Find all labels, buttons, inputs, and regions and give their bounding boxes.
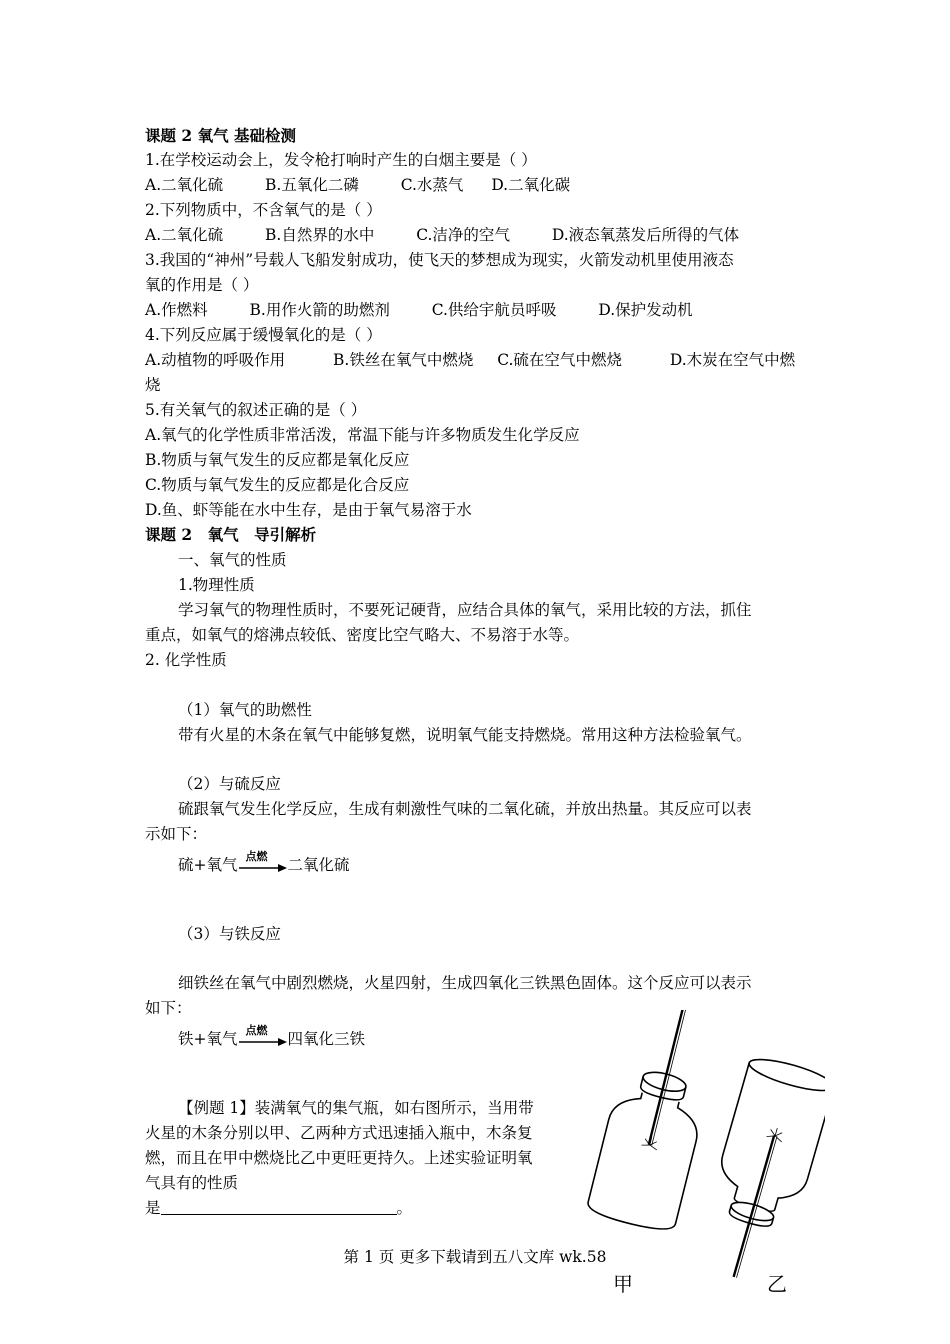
physical-text-line2: 重点，如氧气的熔沸点较低、密度比空气略大、不易溶于水等。: [145, 626, 580, 644]
question-4-options: [145, 348, 795, 372]
question-2: 2.下列物质中，不含氧气的是（ ）: [145, 201, 382, 219]
equation-iron-condition: 点燃: [245, 1024, 268, 1037]
q4-option-c: C.硫在空气中燃烧: [497, 351, 622, 369]
q2-option-a: A.二氧化硫: [145, 226, 224, 244]
reaction-arrow: [238, 850, 288, 877]
label-yi: 乙: [767, 1272, 787, 1296]
q1-option-a: A.二氧化硫: [145, 176, 224, 194]
physical-text-line1: 学习氧气的物理性质时，不要死记硬背，应结合具体的氧气，采用比较的方法，抓住: [178, 601, 752, 619]
q4-option-a: A.动植物的呼吸作用: [145, 351, 286, 369]
chemical-1-text: 带有火星的木条在氧气中能够复燃，说明氧气能支持燃烧。常用这种方法检验氧气。: [178, 726, 752, 744]
question-3-options: [145, 298, 693, 322]
q5-option-d: D.鱼、虾等能在水中生存，是由于氧气易溶于水: [145, 501, 472, 519]
chemical-2-line2: 示如下：: [145, 825, 208, 843]
chemical-3-line1: 细铁丝在氧气中剧烈燃烧，火星四射，生成四氧化三铁黑色固体。这个反应可以表示: [178, 974, 752, 992]
question-1-options: [145, 173, 570, 197]
reaction-arrow: [238, 1024, 288, 1051]
question-2-options: [145, 223, 739, 247]
equation-iron-right: 四氧化三铁: [287, 1030, 366, 1048]
example-line3: 燃，而且在甲中燃烧比乙中更旺更持久。上述实验证明氧: [145, 1149, 533, 1167]
q2-option-b: B.自然界的水中: [265, 226, 375, 244]
example-answer-prefix: 是: [145, 1199, 161, 1217]
q3-option-c: C.供给宇航员呼吸: [431, 301, 557, 319]
example-answer-suffix: 。: [396, 1199, 413, 1217]
chemical-3-line2: 如下：: [145, 999, 192, 1017]
equation-sulfur: [178, 850, 350, 877]
question-3-line1: 3.我国的“神州”号载人飞船发射成功，使飞天的梦想成为现实，火箭发动机里使用液态: [145, 251, 734, 269]
q4-option-d: D.木炭在空气中燃: [669, 351, 796, 369]
question-1: 1.在学校运动会上，发令枪打响时产生的白烟主要是（ ）: [145, 151, 537, 169]
answer-blank: [161, 1198, 397, 1215]
question-4: 4.下列反应属于缓慢氧化的是（ ）: [145, 326, 382, 344]
page-footer: 第 1 页 更多下载请到五八文库 wk.58: [343, 1248, 607, 1266]
chemical-1-title: （1）氧气的助燃性: [178, 701, 312, 719]
q4-option-b: B.铁丝在氧气中燃烧: [333, 351, 474, 369]
example-line1: 【例题 1】装满氧气的集气瓶，如右图所示，当用带: [178, 1099, 534, 1117]
equation-iron-left: 铁+氧气: [178, 1030, 238, 1048]
heading-physical: 1.物理性质: [178, 576, 255, 594]
question-5: 5.有关氧气的叙述正确的是（ ）: [145, 401, 367, 419]
equation-sulfur-left: 硫+氧气: [178, 856, 238, 874]
q3-option-a: A.作燃料: [145, 301, 208, 319]
section1-title: 课题 2 氧气 基础检测: [145, 126, 296, 145]
q5-option-c: C.物质与氧气发生的反应都是化合反应: [145, 476, 410, 494]
q3-option-b: B.用作火箭的助燃剂: [249, 301, 390, 319]
q1-option-c: C.水蒸气: [400, 176, 464, 194]
q2-option-c: C.洁净的空气: [416, 226, 510, 244]
example-line2: 火星的木条分别以甲、乙两种方式迅速插入瓶中，木条复: [145, 1124, 533, 1142]
q2-option-d: D.液态氧蒸发后所得的气体: [551, 226, 740, 244]
chemical-3-title: （3）与铁反应: [178, 925, 281, 943]
section2-title: 课题 2 氧气 导引解析: [145, 525, 317, 544]
equation-sulfur-right: 二氧化硫: [287, 856, 350, 874]
heading-properties: 一、氧气的性质: [178, 551, 287, 569]
question-3-line2: 氧的作用是（ ）: [145, 276, 259, 294]
example-line5: [145, 1196, 412, 1220]
q1-option-d: D.二氧化碳: [491, 176, 571, 194]
chemical-2-title: （2）与硫反应: [178, 775, 281, 793]
example-line4: 气具有的性质: [145, 1174, 239, 1192]
bottle-figure: [565, 1010, 825, 1314]
label-jia: 甲: [613, 1272, 633, 1296]
chemical-2-line1: 硫跟氧气发生化学反应，生成有刺激性气味的二氧化硫，并放出热量。其反应可以表: [178, 800, 752, 818]
q3-option-d: D.保护发动机: [598, 301, 693, 319]
q5-option-b: B.物质与氧气发生的反应都是氧化反应: [145, 451, 410, 469]
question-4-wrap: 烧: [145, 376, 161, 394]
q5-option-a: A.氧气的化学性质非常活泼，常温下能与许多物质发生化学反应: [145, 426, 580, 444]
heading-chemical: 2. 化学性质: [145, 651, 227, 669]
q1-option-b: B.五氧化二磷: [265, 176, 359, 194]
equation-iron: [178, 1024, 366, 1051]
equation-sulfur-condition: 点燃: [245, 850, 268, 863]
